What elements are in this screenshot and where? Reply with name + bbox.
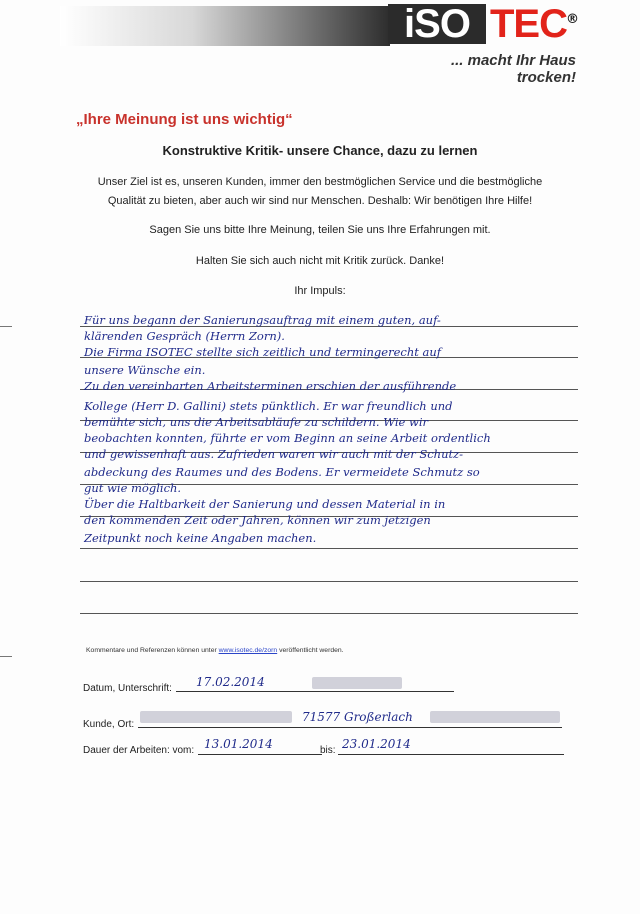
date-signature-line (176, 691, 454, 692)
handwritten-line: Zu den vereinbarten Arbeitsterminen erschien der ausführende (84, 379, 457, 393)
handwritten-line: den kommenden Zeit oder Jahren, können wir zum jetzigen (84, 513, 431, 527)
handwritten-line: Für uns begann der Sanierungsauftrag mit einem guten, auf- (84, 313, 441, 327)
handwritten-line: klärenden Gespräch (Herrn Zorn). (84, 329, 285, 343)
duration-label: Dauer der Arbeiten: vom: (83, 745, 195, 756)
note-suffix: veröffentlicht werden. (277, 647, 344, 654)
duration-to-label: bis: (320, 745, 336, 756)
date-signature-label: Datum, Unterschrift: (83, 683, 172, 694)
handwritten-line: Kollege (Herr D. Gallini) stets pünktlich. Er war freundlich und (84, 399, 453, 413)
publication-note (86, 647, 344, 654)
customer-street-redacted (430, 711, 560, 723)
intro-line-2: Qualität zu bieten, aber auch wir sind nur Menschen. Deshalb: Wir benötigen Ihre Hilfe! (107, 195, 533, 207)
form-title: „Ihre Meinung ist uns wichtig“ (76, 111, 293, 128)
logo-tec-text: TEC (490, 2, 567, 46)
request-text: Sagen Sie uns bitte Ihre Meinung, teilen Sie uns Ihre Erfahrungen mit. (149, 224, 491, 236)
intro-paragraph (60, 173, 580, 211)
margin-tick (0, 326, 12, 327)
customer-label: Kunde, Ort: (83, 719, 135, 730)
isotec-logo (388, 2, 578, 50)
handwritten-line: beobachten konnten, führte er vom Beginn an seine Arbeit ordentlich (84, 431, 491, 445)
impuls-label: Ihr Impuls: (294, 285, 346, 297)
handwritten-line: Zeitpunkt noch keine Angaben machen. (84, 531, 317, 545)
isotec-link[interactable]: www.isotec.de/zorn (218, 647, 278, 654)
signature-redacted (312, 677, 402, 689)
handwritten-line: und gewissenhaft aus. Zufrieden waren wir auch mit der Schutz- (84, 447, 464, 461)
registered-mark: ® (566, 12, 579, 27)
handwritten-line: gut wie möglich. (84, 481, 182, 495)
customer-line (138, 727, 562, 728)
handwritten-line: unsere Wünsche ein. (84, 363, 206, 377)
customer-place-value: 71577 Großerlach (302, 710, 413, 724)
duration-to-line (338, 754, 564, 755)
ruled-line (80, 613, 578, 614)
margin-tick (0, 656, 12, 657)
form-subtitle: Konstruktive Kritik- unsere Chance, dazu zu lernen (162, 143, 478, 158)
slogan: ... macht Ihr Haus trocken! (450, 52, 576, 86)
handwritten-line: Über die Haltbarkeit der Sanierung und dessen Material in in (84, 497, 446, 511)
customer-name-redacted (140, 711, 292, 723)
handwritten-line: abdeckung des Raumes und des Bodens. Er vermeidete Schmutz so (84, 465, 480, 479)
handwritten-line: bemühte sich, uns die Arbeitsabläufe zu schildern. Wie wir (84, 415, 429, 429)
note-prefix: Kommentare und Referenzen können unter (86, 647, 219, 654)
duration-to-value: 23.01.2014 (342, 737, 411, 751)
header-gradient-bar (60, 6, 390, 46)
duration-from-value: 13.01.2014 (204, 737, 273, 751)
ruled-line (80, 548, 578, 549)
handwritten-line: Die Firma ISOTEC stellte sich zeitlich und termingerecht auf (84, 345, 442, 359)
date-value: 17.02.2014 (196, 675, 265, 689)
thanks-text: Halten Sie sich auch nicht mit Kritik zurück. Danke! (195, 255, 445, 267)
duration-from-line (198, 754, 322, 755)
logo-iso-text: iSO (388, 4, 486, 44)
ruled-line (80, 581, 578, 582)
intro-line-1: Unser Ziel ist es, unseren Kunden, immer den bestmöglichen Service und die bestmögliche (97, 176, 543, 188)
